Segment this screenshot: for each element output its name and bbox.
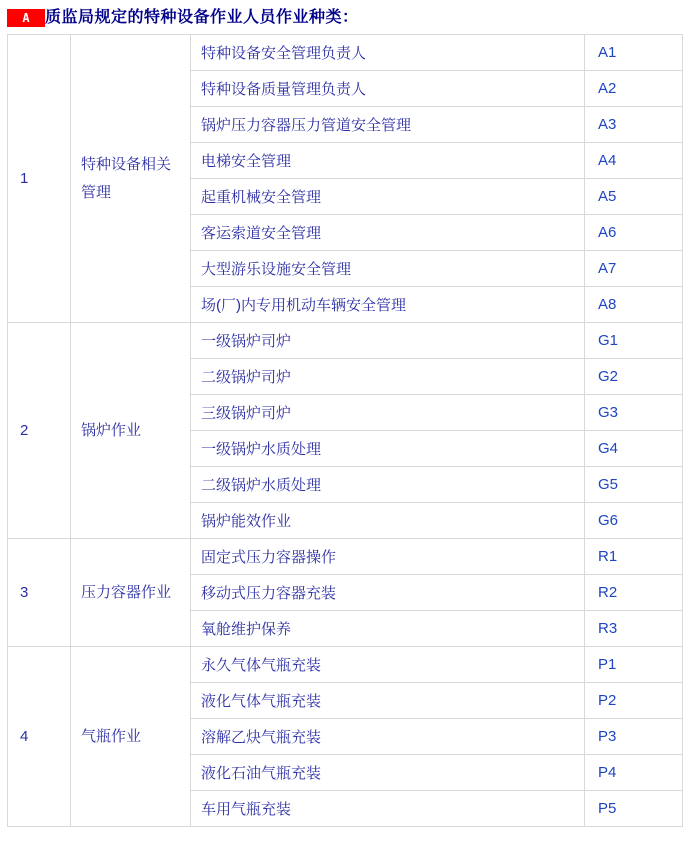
item-name: 永久气体气瓶充装 xyxy=(191,647,585,683)
item-code: G6 xyxy=(585,503,683,539)
item-code: G1 xyxy=(585,323,683,359)
table-row xyxy=(8,323,683,359)
item-name: 固定式压力容器操作 xyxy=(191,539,585,575)
item-code: A6 xyxy=(585,215,683,251)
item-name: 溶解乙炔气瓶充装 xyxy=(191,719,585,755)
item-name: 一级锅炉水质处理 xyxy=(191,431,585,467)
item-code: A5 xyxy=(585,179,683,215)
item-name: 一级锅炉司炉 xyxy=(191,323,585,359)
item-code: G5 xyxy=(585,467,683,503)
item-code: P3 xyxy=(585,719,683,755)
item-name: 车用气瓶充装 xyxy=(191,791,585,827)
item-code: A2 xyxy=(585,71,683,107)
item-name: 液化气体气瓶充装 xyxy=(191,683,585,719)
item-code: P4 xyxy=(585,755,683,791)
item-code: R2 xyxy=(585,575,683,611)
item-code: A3 xyxy=(585,107,683,143)
item-name: 三级锅炉司炉 xyxy=(191,395,585,431)
group-category: 气瓶作业 xyxy=(71,647,191,827)
item-code: A7 xyxy=(585,251,683,287)
group-number: 3 xyxy=(8,539,71,647)
item-code: A1 xyxy=(585,35,683,71)
group-category: 压力容器作业 xyxy=(71,539,191,647)
item-code: R3 xyxy=(585,611,683,647)
group-number: 4 xyxy=(8,647,71,827)
section-badge: A xyxy=(7,9,45,27)
table-row xyxy=(8,647,683,683)
item-name: 特种设备安全管理负责人 xyxy=(191,35,585,71)
page-title: 质监局规定的特种设备作业人员作业种类： xyxy=(45,9,359,26)
group-number: 1 xyxy=(8,35,71,323)
item-name: 移动式压力容器充装 xyxy=(191,575,585,611)
table-row xyxy=(8,539,683,575)
group-category: 锅炉作业 xyxy=(71,323,191,539)
group-number: 2 xyxy=(8,323,71,539)
item-name: 场(厂)内专用机动车辆安全管理 xyxy=(191,287,585,323)
item-code: P5 xyxy=(585,791,683,827)
item-name: 二级锅炉司炉 xyxy=(191,359,585,395)
item-code: A4 xyxy=(585,143,683,179)
item-name: 二级锅炉水质处理 xyxy=(191,467,585,503)
item-name: 锅炉压力容器压力管道安全管理 xyxy=(191,107,585,143)
item-name: 客运索道安全管理 xyxy=(191,215,585,251)
item-code: A8 xyxy=(585,287,683,323)
item-name: 电梯安全管理 xyxy=(191,143,585,179)
item-code: G3 xyxy=(585,395,683,431)
item-name: 氧舱维护保养 xyxy=(191,611,585,647)
group-category: 特种设备相关管理 xyxy=(71,35,191,323)
page-header xyxy=(7,7,689,29)
item-name: 锅炉能效作业 xyxy=(191,503,585,539)
table-row xyxy=(8,35,683,71)
categories-table xyxy=(7,34,683,827)
item-name: 特种设备质量管理负责人 xyxy=(191,71,585,107)
item-name: 起重机械安全管理 xyxy=(191,179,585,215)
item-name: 大型游乐设施安全管理 xyxy=(191,251,585,287)
item-name: 液化石油气瓶充装 xyxy=(191,755,585,791)
categories-table-body xyxy=(8,35,683,827)
item-code: P1 xyxy=(585,647,683,683)
item-code: G2 xyxy=(585,359,683,395)
item-code: G4 xyxy=(585,431,683,467)
item-code: R1 xyxy=(585,539,683,575)
item-code: P2 xyxy=(585,683,683,719)
